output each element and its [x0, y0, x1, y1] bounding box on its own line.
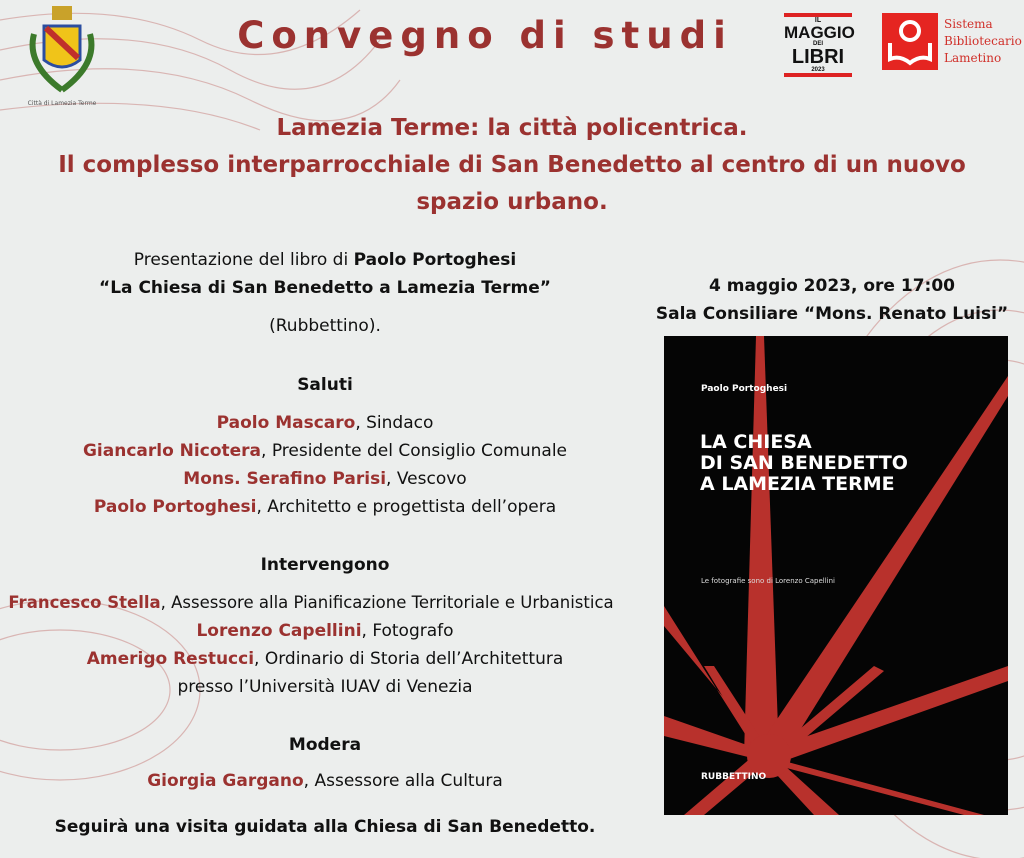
maggio-dei-libri-logo: IL MAGGIO DEI LIBRI 2023: [784, 13, 852, 77]
sbl-book-logo: [882, 13, 938, 70]
intervengono-heading: Intervengono: [260, 555, 390, 575]
modera-heading: Modera: [288, 735, 362, 755]
speaker: Paolo Portoghesi, Architetto e progettista dell’opera: [93, 497, 557, 517]
subtitle-line: Lamezia Terme: la città policentrica.: [276, 115, 748, 141]
cover-publisher: RUBBETTINO: [701, 772, 767, 782]
speaker: Francesco Stella, Assessore alla Pianificazione Territoriale e Urbanistica: [8, 593, 614, 612]
city-caption: Città di Lamezia Terme: [27, 100, 97, 107]
cover-title: LA CHIESA DI SAN BENEDETTO A LAMEZIA TERME: [700, 431, 908, 495]
subtitle-line: Il complesso interparrocchiale di San Benedetto al centro di un nuovo: [58, 152, 966, 178]
footer-note: Seguirà una visita guidata alla Chiesa di San Benedetto.: [54, 817, 596, 837]
cover-photo-credit: Le fotografie sono di Lorenzo Capellini: [701, 577, 835, 585]
sbl-logo-text: Sistema Bibliotecario Lametino: [944, 17, 1022, 65]
cover-author: Paolo Portoghesi: [701, 384, 788, 394]
cover-red-rays: [664, 336, 1008, 815]
speaker: Mons. Serafino Parisi, Vescovo: [183, 469, 467, 489]
book-title: “La Chiesa di San Benedetto a Lamezia Terme”: [99, 278, 551, 298]
moderator: Giorgia Gargano, Assessore alla Cultura: [147, 771, 503, 791]
speaker-affiliation: presso l’Università IUAV di Venezia: [177, 677, 473, 697]
book-cover: [664, 336, 1008, 815]
publisher: (Rubbettino).: [269, 316, 381, 336]
page-title: Convegno di studi: [237, 14, 733, 57]
subtitle-line: spazio urbano.: [416, 189, 608, 215]
speaker: Paolo Mascaro, Sindaco: [216, 413, 434, 433]
event-date: 4 maggio 2023, ore 17:00: [708, 276, 955, 296]
speaker: Lorenzo Capellini, Fotografo: [196, 621, 454, 641]
presentation-line: Presentazione del libro di Paolo Portoghesi: [133, 250, 517, 270]
event-venue: Sala Consiliare “Mons. Renato Luisi”: [655, 304, 1009, 324]
speaker: Amerigo Restucci, Ordinario di Storia dell’Architettura: [86, 649, 564, 669]
saluti-heading: Saluti: [297, 375, 353, 395]
speaker: Giancarlo Nicotera, Presidente del Consiglio Comunale: [82, 441, 568, 461]
